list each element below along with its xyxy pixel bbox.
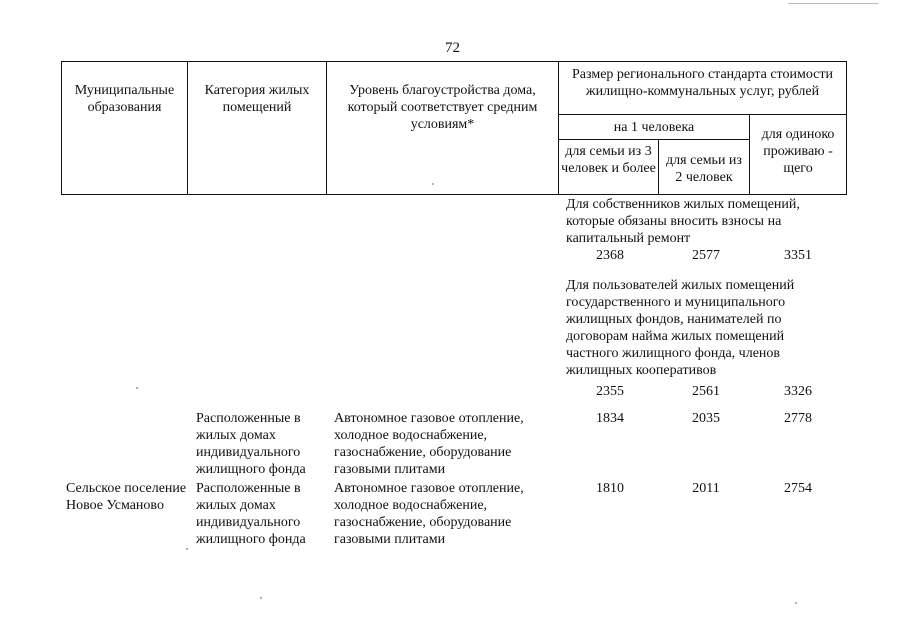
row1-level: Автономное газовое отопление, холодное водоснабжение, газоснабжение, оборудование газовыми плитами [334,411,524,477]
row2-value-single: 2754 [784,481,812,496]
header-category: Категория жилых помещений [188,62,327,195]
scan-speck [260,597,262,599]
tenants-value-family3: 2355 [596,384,624,399]
scan-edge-line [788,3,878,4]
header-single: для одиноко проживаю - щего [750,115,847,195]
page-number: 72 [445,40,460,56]
row1-category: Расположенные в жилых домах индивидуального жилищного фонда [196,411,306,477]
row1-value-single: 2778 [784,411,812,426]
header-family2: для семьи из 2 человек [659,140,750,195]
row2-category: Расположенные в жилых домах индивидуального жилищного фонда [196,481,306,547]
header-standard: Размер регионального стандарта стоимости жилищно-коммунальных услуг, рублей [559,62,847,115]
header-per-person: на 1 человека [559,115,750,140]
row1-value-family2: 2035 [692,411,720,426]
scan-speck [186,548,188,550]
row2-value-family2: 2011 [692,481,720,496]
row1-value-family3: 1834 [596,411,624,426]
scan-speck [795,602,797,604]
tenants-note: Для пользователей жилых помещений государственного и муниципального жилищных фондов, нанимателей по договорам найма жилых помещений частного жилищного фонда, членов жилищных кооперативов [566,278,795,378]
row2-level: Автономное газовое отопление, холодное водоснабжение, газоснабжение, оборудование газовыми плитами [334,481,524,547]
header-family3: для семьи из 3 человек и более [559,140,659,195]
row2-value-family3: 1810 [596,481,624,496]
header-level: Уровень благоустройства дома, который соответствует средним условиям* [327,62,559,195]
owners-note: Для собственников жилых помещений, которые обязаны вносить взносы на капитальный ремонт [566,197,800,246]
tenants-value-family2: 2561 [692,384,720,399]
owners-value-single: 3351 [784,248,812,263]
row2-municipality: Сельское поселение Новое Усманово [66,481,187,513]
header-municipality: Муниципальные образования [62,62,188,195]
owners-value-family2: 2577 [692,248,720,263]
scan-speck [432,183,434,185]
table-header [61,61,847,195]
tenants-value-single: 3326 [784,384,812,399]
owners-value-family3: 2368 [596,248,624,263]
scan-speck [136,387,138,389]
